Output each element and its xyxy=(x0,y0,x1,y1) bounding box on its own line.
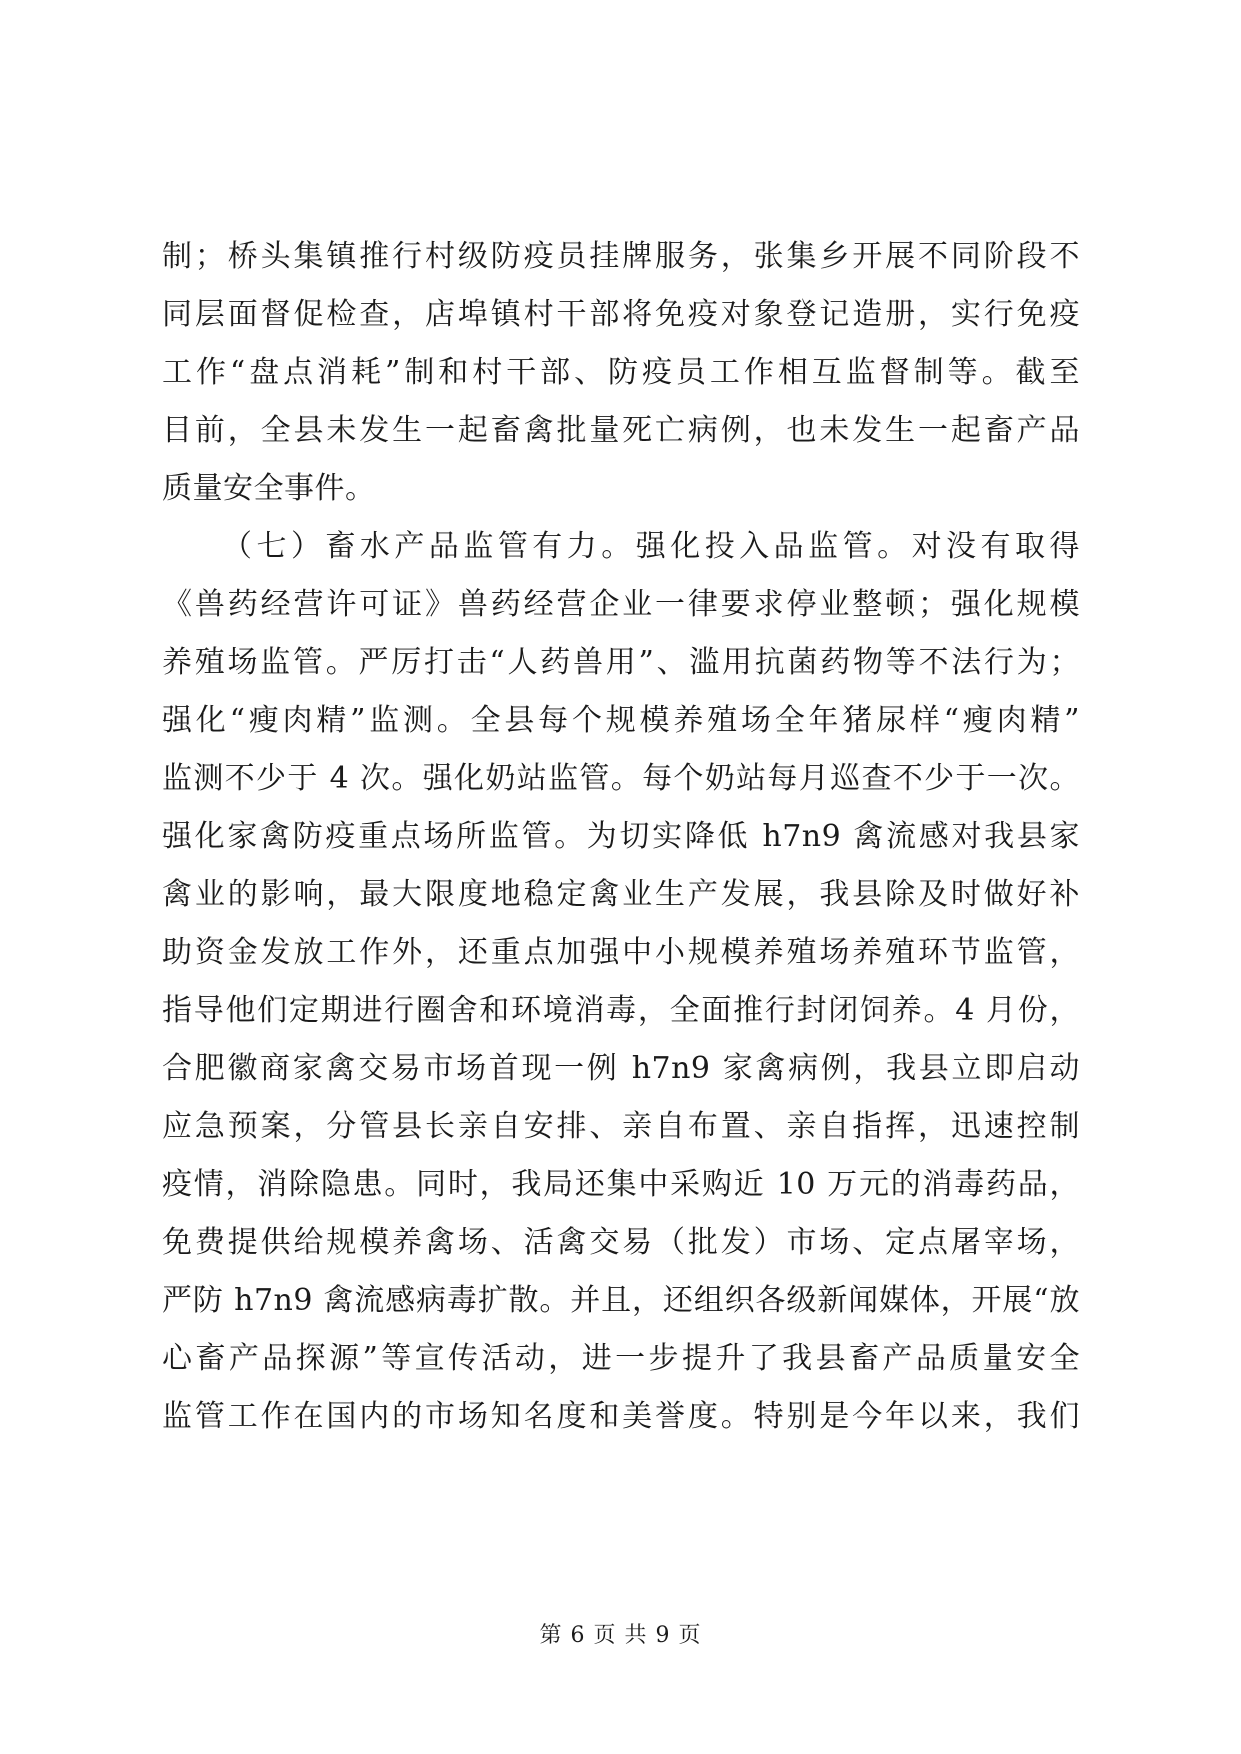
document-body xyxy=(162,228,1080,1446)
text-line: 监管工作在国内的市场知名度和美誉度。特别是今年以来，我们 xyxy=(162,1399,1080,1434)
text-line: 合肥徽商家禽交易市场首现一例 h7n9 家禽病例，我县立即启动 xyxy=(162,1051,1080,1086)
text-line: 严防 h7n9 禽流感病毒扩散。并且，还组织各级新闻媒体，开展“放 xyxy=(162,1283,1080,1318)
text-line: 疫情，消除隐患。同时，我局还集中采购近 10 万元的消毒药品， xyxy=(162,1167,1080,1202)
text-line: 助资金发放工作外，还重点加强中小规模养殖场养殖环节监管， xyxy=(162,935,1080,970)
text-line: 免费提供给规模养禽场、活禽交易（批发）市场、定点屠宰场， xyxy=(162,1225,1080,1260)
text-line: 养殖场监管。严厉打击“人药兽用”、滥用抗菌药物等不法行为； xyxy=(162,645,1080,680)
text-line: 禽业的影响，最大限度地稳定禽业生产发展，我县除及时做好补 xyxy=(162,877,1080,912)
paragraph-1 xyxy=(162,228,1080,518)
text-line: 制；桥头集镇推行村级防疫员挂牌服务，张集乡开展不同阶段不 xyxy=(162,239,1080,274)
text-line: （七）畜水产品监管有力。强化投入品监管。对没有取得 xyxy=(222,529,1080,564)
page-number-label: 第 6 页 共 9 页 xyxy=(539,1623,702,1648)
text-line: 质量安全事件。 xyxy=(162,471,376,506)
text-line: 强化“瘦肉精”监测。全县每个规模养殖场全年猪尿样“瘦肉精” xyxy=(162,703,1080,738)
text-line: 工作“盘点消耗”制和村干部、防疫员工作相互监督制等。截至 xyxy=(162,355,1080,390)
text-line: 强化家禽防疫重点场所监管。为切实降低 h7n9 禽流感对我县家 xyxy=(162,819,1080,854)
text-line: 应急预案，分管县长亲自安排、亲自布置、亲自指挥，迅速控制 xyxy=(162,1109,1080,1144)
paragraph-2 xyxy=(162,518,1080,1446)
text-line: 监测不少于 4 次。强化奶站监管。每个奶站每月巡查不少于一次。 xyxy=(162,761,1080,796)
page-footer xyxy=(0,1618,1241,1649)
text-line: 《兽药经营许可证》兽药经营企业一律要求停业整顿；强化规模 xyxy=(162,587,1080,622)
text-line: 目前，全县未发生一起畜禽批量死亡病例，也未发生一起畜产品 xyxy=(162,413,1080,448)
text-line: 同层面督促检查，店埠镇村干部将免疫对象登记造册，实行免疫 xyxy=(162,297,1080,332)
text-line: 指导他们定期进行圈舍和环境消毒，全面推行封闭饲养。4 月份， xyxy=(162,993,1080,1028)
text-line: 心畜产品探源”等宣传活动，进一步提升了我县畜产品质量安全 xyxy=(162,1341,1080,1376)
